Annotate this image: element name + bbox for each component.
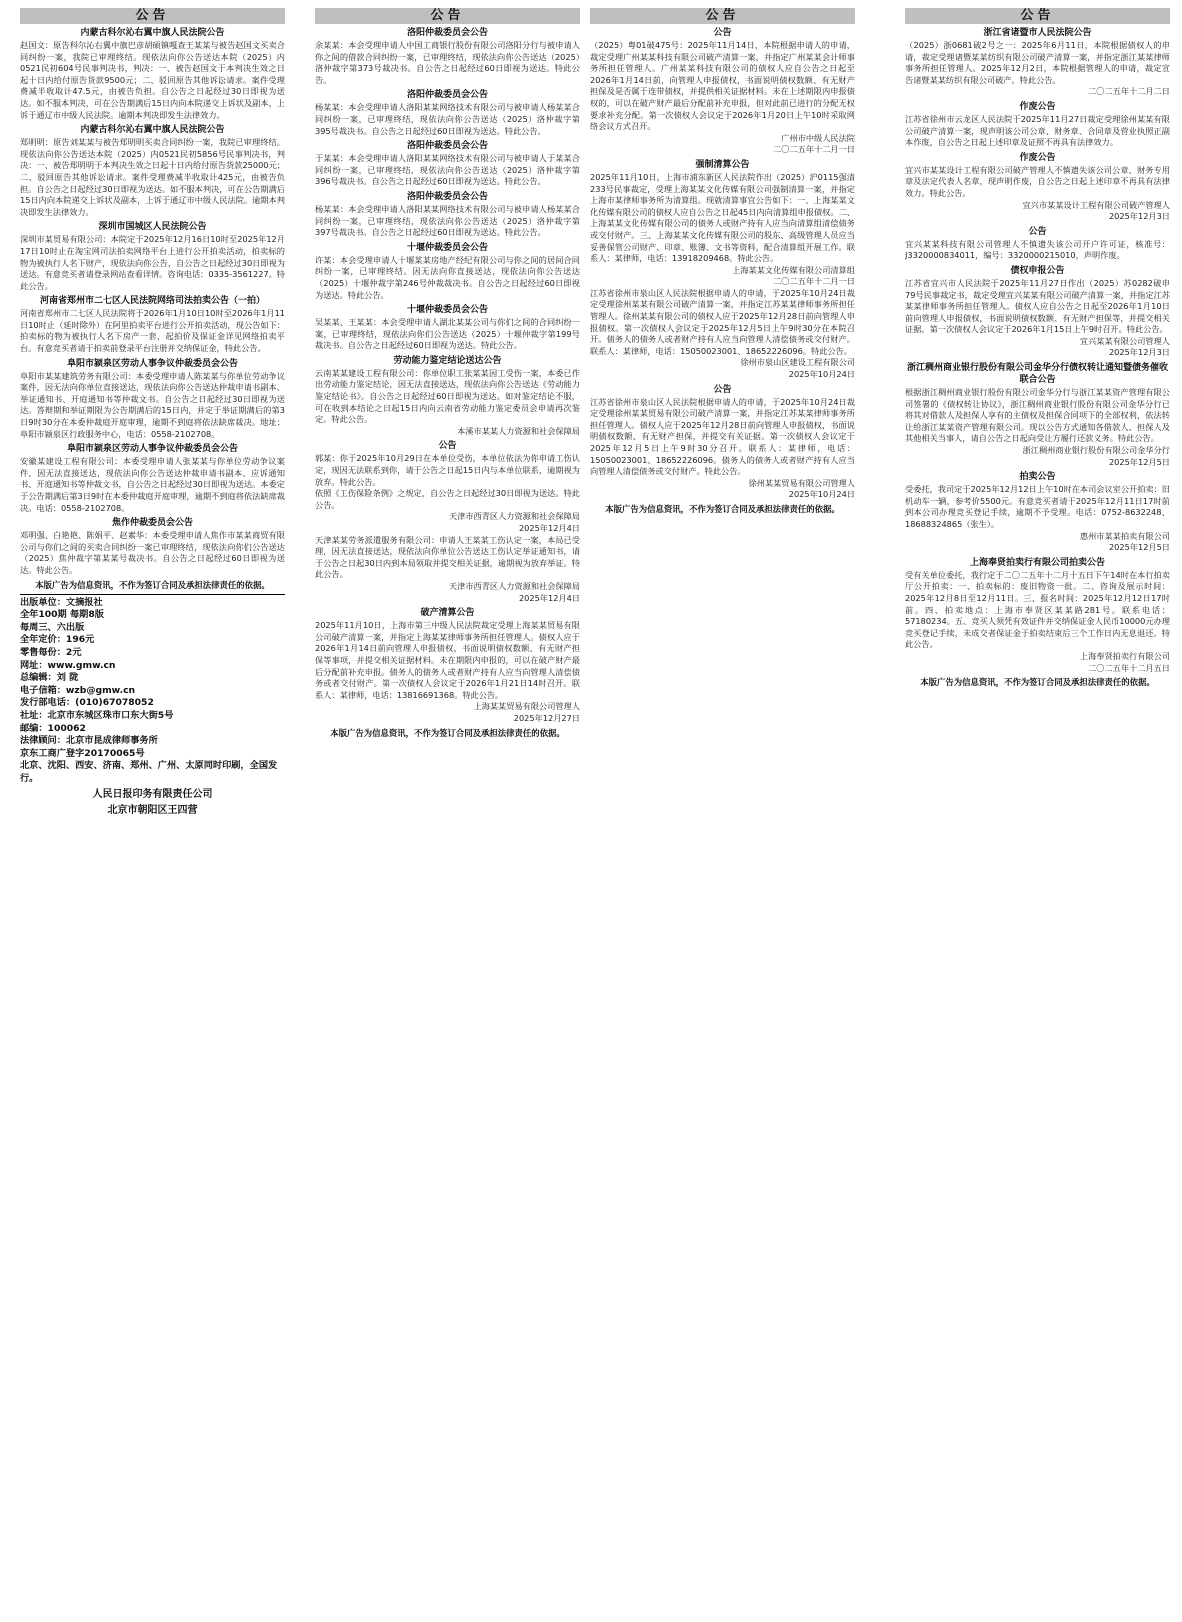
info-line: 零售每份：2元 [20, 646, 82, 658]
notice-date: 2025年12月3日 [1108, 211, 1170, 222]
column-header: 公告 [590, 8, 855, 24]
notice-signature: 广州市中级人民法院 [781, 132, 855, 143]
notice-title: 公告 [713, 384, 732, 395]
notice-body: 根据浙江稠州商业银行股份有限公司金华分行与浙江某某资产管理有限公司签署的《债权转让协议》，浙江稠州商业银行股份有限公司金华分行已将其对借款人及担保人享有的主债权及担保合同项下的全部权利，依法转让给浙江某某资产管理有限公司。现以公告方式通知各借款人、担保人及其他相关当事人，请自公告之日起向受让方履行还款义务。特此公告。 [905, 387, 1170, 444]
column-header: 公告 [905, 8, 1170, 24]
notice-body: 受有关单位委托，我行定于二〇二五年十二月十五日下午14时在本行拍卖厅公开拍卖：一、拍卖标的：废旧物资一批。二、咨询及展示时间：2025年12月8日至12月11日。三、报名时间：2025年12月12日17时前。四、拍卖地点：上海市奉贤区某某路281号。联系电话：57180234。五、竞买人须凭有效证件并交纳保证金人民币10000元办理竞买登记手续，未成交者保证金于拍卖结束后三个工作日内无息退还。特此公告。 [905, 569, 1170, 650]
notice-title: 作废公告 [1019, 101, 1056, 112]
notice-title: 浙江省诸暨市人民法院公告 [983, 28, 1092, 38]
info-line: 北京、沈阳、西安、济南、郑州、广州、太原同时印刷，全国发行。 [20, 760, 278, 784]
notice-title: 公告 [713, 28, 732, 38]
notice-title: 强制清算公告 [695, 159, 750, 170]
notice-body: 云南某某建设工程有限公司：你单位职工张某某因工受伤一案，本委已作出劳动能力鉴定结论，因无法直接送达，现依法向你公告送达《劳动能力鉴定结论书》。自公告之日起经过60日即视为送达。如对鉴定结论不服，可在收到本结论之日起15日内向云南省劳动能力鉴定委员会申请再次鉴定。特此公告。 [315, 367, 580, 425]
notice-signature: 徐州某某贸易有限公司管理人 [748, 477, 855, 488]
notice-body: 2025年11月10日，上海市第三中级人民法院裁定受理上海某某贸易有限公司破产清算一案，并指定上海某某律师事务所担任管理人。债权人应于2026年1月14日前向管理人申报债权，书面说明债权数额、有无财产担保等事项，并提交相关证据材料。未在期限内申报的，可以在破产财产最后分配前补充申报。债务人的债务人或者财产持有人应当向管理人清偿债务或者交付财产。第一次债权人会议定于2026年1月21日14时召开。联系人：某律师，电话：13816691368。特此公告。 [315, 620, 580, 700]
notice-body: 宜兴某某科技有限公司管理人不慎遗失该公司开户许可证，核准号：J3320000834011，编号：3320000215010，声明作废。 [905, 238, 1170, 261]
notice-date: 二〇二五年十二月二日 [1088, 86, 1170, 97]
notice-signature: 宜兴市某某设计工程有限公司破产管理人 [1022, 199, 1170, 210]
notice-body: 宜兴市某某设计工程有限公司破产管理人不慎遗失该公司公章、财务专用章及法定代表人名章，现声明作废，自公告之日起上述印章不再具有法律效力。特此公告。 [905, 164, 1170, 198]
column-1 [20, 8, 285, 1614]
notice-date: 二〇二五年十二月一日 [773, 144, 855, 155]
column-2 [315, 8, 580, 1614]
notice-body: 赵国文：原告科尔沁右翼中旗巴彦胡硕镇嘎查王某某与被告赵国文买卖合同纠纷一案，我院已审理终结。现依法向你公告送达本院（2025）内0521民初604号民事判决书，判决：一、被告赵国文于本判决生效之日起十日内给付原告货款9500元；二、驳回原告其他诉讼请求。案件受理费减半收取计47.5元，由被告负担。自公告之日起经过30日即视为送达。如不服本判决，可在公告期满后15日内向本院递交上诉状及副本，上诉于通辽市中级人民法院。逾期本判决即发生法律效力。 [20, 40, 285, 120]
notice-date: 2025年12月27日 [513, 712, 580, 723]
notice-body: 江苏省徐州市泉山区人民法院根据申请人的申请，于2025年10月24日裁定受理徐州某某贸易有限公司破产清算一案，并指定江苏某某律师事务所担任管理人。债权人应于2025年12月28日前向管理人申报债权，书面说明债权数额、有无财产担保，并提交有关证据。第一次债权人会议定于2025年12月5日上午9时30分召开。联系人：某律师，电话：15050023001、18652226096。债务人的债务人或者财产持有人应当向管理人清偿债务或交付财产。特此公告。 [590, 396, 855, 477]
notice-signature: 本溪市某某人力资源和社会保障局 [457, 425, 580, 436]
notice-date: 2025年12月4日 [518, 523, 580, 533]
notice-body: 吴某某、王某某：本会受理申请人湖北某某公司与你们之间的合同纠纷一案，已审理终结，现依法向你们公告送达（2025）十堰仲裁字第199号裁决书。自公告之日起经过60日即视为送达。特此公告。 [315, 317, 580, 351]
notice-title: 浙江稠州商业银行股份有限公司金华分行债权转让通知暨债务催收联合公告 [906, 363, 1168, 386]
disclaimer: 本版广告为信息资讯，不作为签订合同及承担法律责任的依据。 [605, 503, 840, 514]
notice-body: （2025）浙0681破2号之一：2025年6月11日，本院根据债权人的申请，裁定受理诸暨某某纺织有限公司破产清算一案，并指定浙江某某律师事务所担任管理人。2025年12月2日，本院根据管理人的申请，裁定宣告诸暨某某纺织有限公司破产。特此公告。 [905, 40, 1170, 85]
notice-signature: 上海某某文化传媒有限公司清算组 [732, 264, 855, 275]
notice-body: 受委托，我司定于2025年12月12日上午10时在本司会议室公开拍卖：旧机动车一辆，参考价5500元。有意竞买者请于2025年12月11日17时前到本公司办理竞买登记手续，逾期不予受理。电话：0752-8632248、18688324865（张生）。 [905, 484, 1170, 529]
notice-date: 二〇二五年十二月一日 [773, 276, 855, 287]
notice-title: 债权申报公告 [1010, 265, 1065, 276]
column-header: 公告 [20, 8, 285, 24]
info-line: 发行部电话：(010)67078052 [20, 697, 154, 709]
notice-title: 洛阳仲裁委员会公告 [406, 141, 488, 152]
info-line: 出版单位：文摘报社 [20, 596, 103, 608]
column-header: 公告 [315, 8, 580, 24]
notice-date: 2025年12月4日 [518, 592, 580, 603]
notice-title: 拍卖公告 [1019, 472, 1056, 483]
notice-title: 公告 [438, 441, 457, 452]
notice-signature: 浙江稠州商业银行股份有限公司金华分行 [1022, 445, 1170, 456]
notice-title: 上海奉贤拍卖行有限公司拍卖公告 [969, 557, 1105, 568]
notice-title: 劳动能力鉴定结论送达公告 [393, 355, 502, 366]
notice-title: 河南省郑州市二七区人民法院网络司法拍卖公告（一拍） [39, 296, 265, 307]
notice-signature: 天津市西青区人力资源和社会保障局 [448, 580, 580, 591]
notice-date: 2025年12月5日 [1108, 542, 1170, 553]
notice-title: 公告 [1028, 226, 1047, 237]
notice-body: 于某某：本会受理申请人洛阳某某网络技术有限公司与被申请人于某某合同纠纷一案，已审理终结，现依法向你公告送达（2025）洛仲裁字第396号裁决书。自公告之日起经过60日即视为送达。特此公告。 [315, 153, 580, 187]
info-line: 每周三、六出版 [20, 621, 85, 633]
notice-body: 阜阳市某某建筑劳务有限公司：本委受理申请人陈某某与你单位劳动争议案件，因无法向你单位直接送达，现依法向你公告送达仲裁申请书副本、举证通知书、开庭通知书等仲裁文书。自公告之日起经过30日即视为送达。答辩期和举证期限为公告期满后的15日内，并定于举证期满后的第3日9时30分在本委仲裁庭开庭审理，逾期不到庭将依法缺席裁决。地址：阜阳市颍泉区行政服务中心，电话：0558-2102708。 [20, 370, 285, 439]
notice-title: 内蒙古科尔沁右翼中旗人民法院公告 [80, 28, 225, 38]
publisher-info [20, 594, 285, 786]
notice-body: 余某某：本会受理申请人中国工商银行股份有限公司洛阳分行与被申请人你之间的借款合同纠纷一案，已审理终结，现依法向你公告送达（2025）洛仲裁字第373号裁决书。自公告之日起经过60日即视为送达。特此公告。 [315, 40, 580, 85]
info-line: 邮编：100062 [20, 722, 86, 734]
notice-title: 阜阳市颍泉区劳动人事争议仲裁委员会公告 [66, 358, 238, 369]
notice-title: 洛阳仲裁委员会公告 [406, 90, 488, 101]
notice-title: 洛阳仲裁委员会公告 [406, 28, 488, 38]
disclaimer: 本版广告为信息资讯，不作为签订合同及承担法律责任的依据。 [920, 677, 1155, 688]
notice-body: 杨某某：本会受理申请人洛阳某某网络技术有限公司与被申请人杨某某合同纠纷一案，已审理终结，现依法向你公告送达（2025）洛仲裁字第395号裁决书。自公告之日起经过60日即视为送达。特此公告。 [315, 102, 580, 136]
notice-body: 安徽某建设工程有限公司：本委受理申请人张某某与你单位劳动争议案件，因无法直接送达，现依法向你公告送达仲裁申请书副本、应诉通知书、开庭通知书等仲裁文书，自公告之日起经过30日即视为送达。本委定于公告期满后第3日9时在本委仲裁庭开庭审理，逾期不到庭将依法缺席裁决。电话：0558-2102708。 [20, 456, 285, 513]
info-line: 全年100期 每期8版 [20, 609, 104, 621]
column-4 [905, 8, 1170, 1614]
notice-body: 邓明强、白艳艳、陈娟平、赵素华：本委受理申请人焦作市某某商贸有限公司与你们之间的买卖合同纠纷一案已审理终结，现依法向你们公告送达（2025）焦仲裁字第某某号裁决书。自公告之日起经过60日即视为送达。特此公告。 [20, 530, 285, 575]
notice-title: 破产清算公告 [420, 608, 475, 619]
notice-body: 江苏省徐州市云龙区人民法院于2025年11月27日裁定受理徐州某某有限公司破产清算一案，现声明该公司公章、财务章、合同章及营业执照正副本作废，自公告之日起上述印章及证照不再具有法律效力。 [905, 113, 1170, 148]
notice-title: 十堰仲裁委员会公告 [406, 242, 488, 253]
notice-body: 郭某：你于2025年10月29日在本单位受伤，本单位依法为你申请工伤认定，现因无法联系到你，请于公告之日起15日内与本单位联系，逾期视为放弃。特此公告。 [315, 453, 580, 487]
notice-body: 依照《工伤保险条例》之规定，自公告之日起经过30日即视为送达。特此公告。 [315, 488, 580, 510]
notice-title: 焦作仲裁委员会公告 [111, 518, 193, 529]
notice-title: 十堰仲裁委员会公告 [406, 305, 488, 316]
notice-date: 2025年10月24日 [788, 489, 855, 500]
notice-title: 内蒙古科尔沁右翼中旗人民法院公告 [80, 125, 225, 136]
notice-body: 深圳市某贸易有限公司：本院定于2025年12月16日10时至2025年12月17日10时止在淘宝网司法拍卖网络平台上进行公开拍卖活动，拍卖标的物为被执行人名下财产，现依法向你公告，自公告之日起经过30日即视为送达。有意竞买者请登录网站查看详情。咨询电话：0335-3561227。特此公告。 [20, 234, 285, 291]
notice-signature: 上海某某贸易有限公司管理人 [473, 701, 580, 712]
info-line: 网址：www.gmw.cn [20, 659, 116, 671]
notice-body: 杨某某：本会受理申请人洛阳某某网络技术有限公司与被申请人杨某某合同纠纷一案，已审理终结，现依法向你公告送达（2025）洛仲裁字第397号裁决书。自公告之日起经过60日即视为送达。特此公告。 [315, 203, 580, 238]
disclaimer: 本版广告为信息资讯，不作为签订合同及承担法律责任的依据。 [330, 727, 565, 738]
printer-line: 北京市朝阳区王四营 [107, 805, 198, 817]
notice-title: 阜阳市颍泉区劳动人事争议仲裁委员会公告 [66, 444, 238, 455]
info-line: 京东工商广登字20170065号 [20, 747, 145, 759]
notice-body: （2025）粤01破475号：2025年11月14日，本院根据申请人的申请，裁定受理广州某某科技有限公司破产清算一案，并指定广州某某会计师事务所担任管理人。广州某某科技有限公司的债权人应自公告之日起至2026年1月14日前，向管理人申报债权，书面说明债权数额、有无财产担保及是否属于连带债权，并提供相关证据材料。未在上述期限内申报债权的，可以在破产财产最后分配前补充申报，但对此前已进行的分配无权要求补充分配。第一次债权人会议定于2026年1月20日上午10时采取网络会议方式召开。 [590, 40, 855, 132]
notice-date: 2025年12月3日 [1108, 347, 1170, 358]
disclaimer: 本版广告为信息资讯，不作为签订合同及承担法律责任的依据。 [35, 579, 270, 590]
notice-title: 洛阳仲裁委员会公告 [406, 191, 488, 202]
notice-body: 许某：本会受理申请人十堰某某房地产经纪有限公司与你之间的居间合同纠纷一案，已审理终结。因无法向你直接送达，现依法向你公告送达（2025）十堰仲裁字第246号仲裁裁决书。自公告之日起经过60日即视为送达。特此公告。 [315, 254, 580, 300]
notice-body: 河南省郑州市二七区人民法院将于2026年1月10日10时至2026年1月11日10时止（延时除外）在阿里拍卖平台进行公开拍卖活动，现公告如下：拍卖标的物为被执行人名下房产一套，起拍价及保证金详见网络拍卖平台。有意竞买者请于拍卖前登录平台注册并交纳保证金，特此公告。 [20, 308, 285, 354]
notice-signature: 徐州市泉山区建设工程有限公司 [740, 357, 855, 368]
notice-signature: 天津市西青区人力资源和社会保障局 [448, 511, 580, 522]
notice-signature: 上海奉贤拍卖行有限公司 [1079, 650, 1170, 661]
notice-body: 江苏省宜兴市人民法院于2025年11月27日作出（2025）苏0282破申79号民事裁定书，裁定受理宜兴某某有限公司破产清算一案，并指定江苏某某律师事务所担任管理人。债权人应自公告之日起至2026年1月10日前向管理人申报债权，书面说明债权数额、有无财产担保等，并提交相关证据。第一次债权人会议定于2026年1月15日上午9时召开。特此公告。 [905, 277, 1170, 335]
notice-signature: 宜兴某某有限公司管理人 [1079, 335, 1170, 346]
notice-body: 2025年11月10日，上海市浦东新区人民法院作出（2025）沪0115强清233号民事裁定，受理上海某某文化传媒有限公司强制清算一案，并指定上海市某律师事务所为清算组。现就清算事宜公告如下：一、上海某某文化传媒有限公司的债权人应自公告之日起45日内向清算组申报债权。二、上海某某文化传媒有限公司的债务人或财产持有人应当向清算组清偿债务或交付财产。三、上海某某文化传媒有限公司的股东、高级管理人员应当妥善保管公司财产、印章、账簿、文书等资料，配合清算组开展工作。联系人：某律师，电话：13918209468。特此公告。 [590, 171, 855, 264]
info-line: 全年定价：196元 [20, 634, 95, 646]
notice-title: 深圳市国城区人民法院公告 [98, 222, 207, 233]
notice-date: 2025年10月24日 [788, 369, 855, 380]
notice-body: 江苏省徐州市泉山区人民法院根据申请人的申请，于2025年10月24日裁定受理徐州某某有限公司破产清算一案，并指定江苏某某律师事务所担任管理人。徐州某某有限公司的债权人应于2025年12月28日前向管理人申报债权。第一次债权人会议定于2025年12月5日上午9时30分在本院召开。债务人的债务人或者财产持有人应当向管理人清偿债务或交付财产。联系人：某律师，电话：15050023001、18652226096。特此公告。 [590, 287, 855, 356]
info-line: 社址：北京市东城区珠市口东大街5号 [20, 709, 174, 721]
notice-title: 作废公告 [1019, 152, 1056, 163]
info-line: 法律顾问：北京市昆成律师事务所 [20, 735, 158, 747]
column-3 [590, 8, 855, 1614]
notice-date: 2025年12月5日 [1108, 456, 1170, 467]
printer-line: 人民日报印务有限责任公司 [92, 789, 213, 801]
notice-body: 郑明明：原告刘某某与被告郑明明买卖合同纠纷一案，我院已审理终结。现依法向你公告送达本院（2025）内0521民初5856号民事判决书，判决：一、被告郑明明于本判决生效之日起十日内给付原告货款25000元；二、驳回原告其他诉讼请求。案件受理费减半收取计425元，由被告负担。自公告之日起经过30日即视为送达。如不服本判决，可在公告期满后15日内向本院递交上诉状及副本，上诉于通辽市中级人民法院。逾期本判决即发生法律效力。 [20, 137, 285, 217]
notice-signature: 惠州市某某拍卖有限公司 [1079, 530, 1170, 541]
notice-date: 二〇二五年十二月五日 [1088, 662, 1170, 673]
info-line: 总编辑：刘 陇 [20, 672, 79, 684]
notice-body: 天津某某劳务派遣服务有限公司：申请人王某某工伤认定一案，本局已受理，因无法直接送达，现依法向你单位公告送达工伤认定举证通知书，请于公告之日起30日内到本局领取并提交相关证据，逾期视为放弃举证。特此公告。 [315, 534, 580, 580]
info-line: 电子信箱：wzb@gmw.cn [20, 684, 136, 696]
